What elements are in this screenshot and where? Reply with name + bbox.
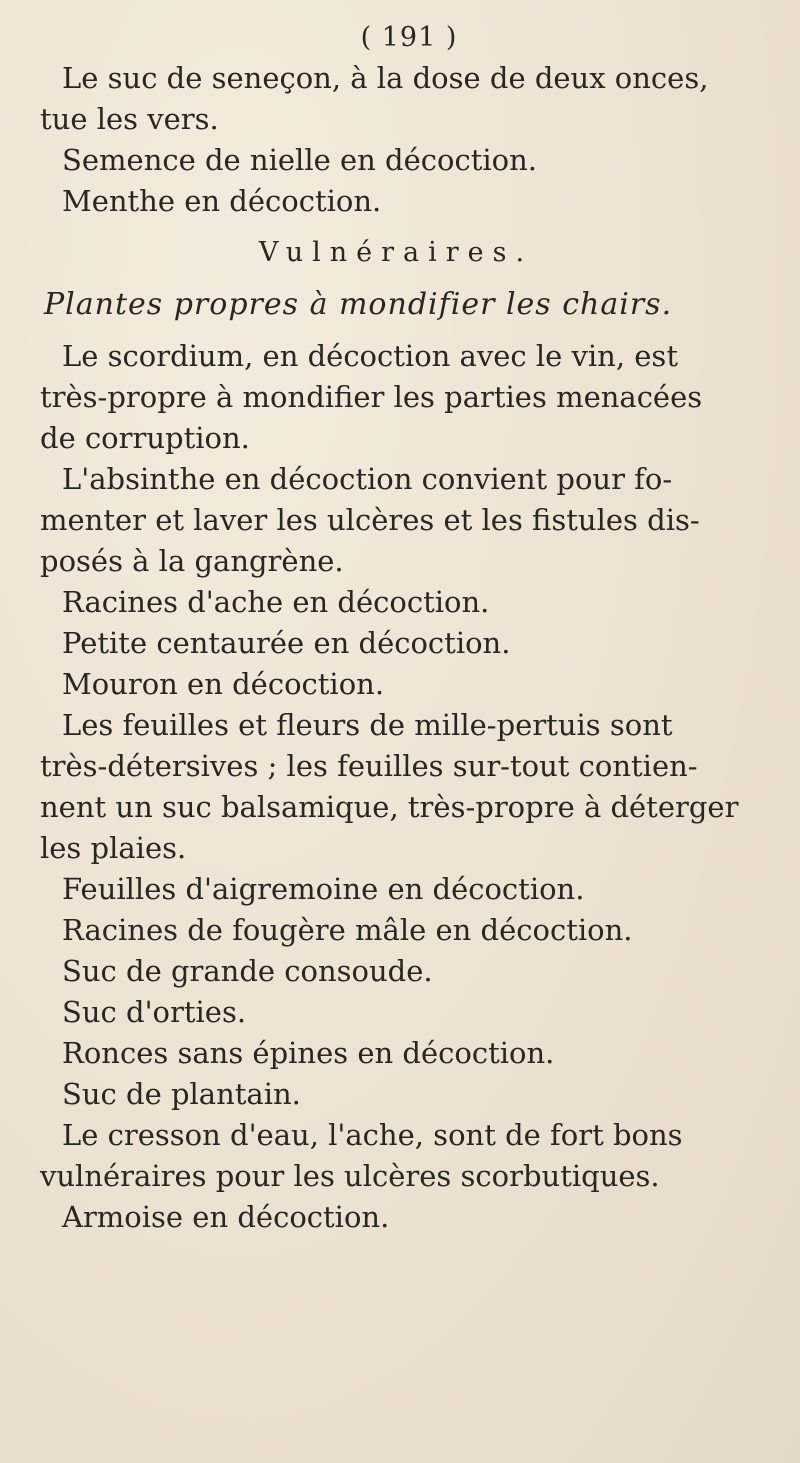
entry-seneçon [40,58,770,140]
entry-cresson [40,1115,770,1197]
text-line: les plaies. [40,831,187,865]
text-line: Petite centaurée en décoction. [62,626,511,660]
text-line: Suc de plantain. [62,1077,301,1111]
entry-ronces [62,1033,770,1074]
text-line: Feuilles d'aigremoine en décoction. [62,872,585,906]
text-line: Racines de fougère mâle en décoction. [62,913,633,947]
text-line: nent un suc balsamique, très-propre à déterger [40,790,739,824]
text-line: tue les vers. [40,102,219,136]
entry-consoude [62,951,770,992]
page-number: ( 191 ) [360,22,458,53]
entry-plantain [62,1074,770,1115]
text-line: Les feuilles et fleurs de mille-pertuis sont [62,708,673,742]
top-entries [40,58,770,222]
text-line: de corruption. [40,421,250,455]
entry-orties [62,992,770,1033]
text-line: Armoise en décoction. [62,1200,390,1234]
entries [40,336,770,1238]
text-line: Le cresson d'eau, l'ache, sont de fort bons [62,1118,683,1152]
entry-nielle [62,140,770,181]
text-line: Le suc de seneçon, à la dose de deux onces, [62,61,709,95]
entry-menthe [62,181,770,222]
text-line: Racines d'ache en décoction. [62,585,490,619]
text-line: vulnéraires pour les ulcères scorbutiques. [40,1159,660,1193]
text-line: très-détersives ; les feuilles sur-tout contien- [40,749,698,783]
text-line: Suc de grande consoude. [62,954,433,988]
entry-armoise [62,1197,770,1238]
entry-mille-pertuis [40,705,770,869]
text-line: Ronces sans épines en décoction. [62,1036,555,1070]
subsection-heading: Plantes propres à mondifier les chairs. [44,287,673,322]
text-line: Le scordium, en décoction avec le vin, est [62,339,678,373]
entry-centauree [62,623,770,664]
entry-scordium [40,336,770,459]
text-line: menter et laver les ulcères et les fistules dis- [40,503,700,537]
entry-ache [62,582,770,623]
text-line: Semence de nielle en décoction. [62,143,537,177]
text-line: Mouron en décoction. [62,667,385,701]
text-line: Suc d'orties. [62,995,247,1029]
entry-mouron [62,664,770,705]
text-line: posés à la gangrène. [40,544,344,578]
text-line: L'absinthe en décoction convient pour fo- [62,462,673,496]
text-line: très-propre à mondifier les parties menacées [40,380,703,414]
section-heading: Vulnéraires. [258,237,534,268]
entry-fougere [62,910,770,951]
entry-absinthe [40,459,770,582]
entry-aigremoine [62,869,770,910]
text-line: Menthe en décoction. [62,184,382,218]
